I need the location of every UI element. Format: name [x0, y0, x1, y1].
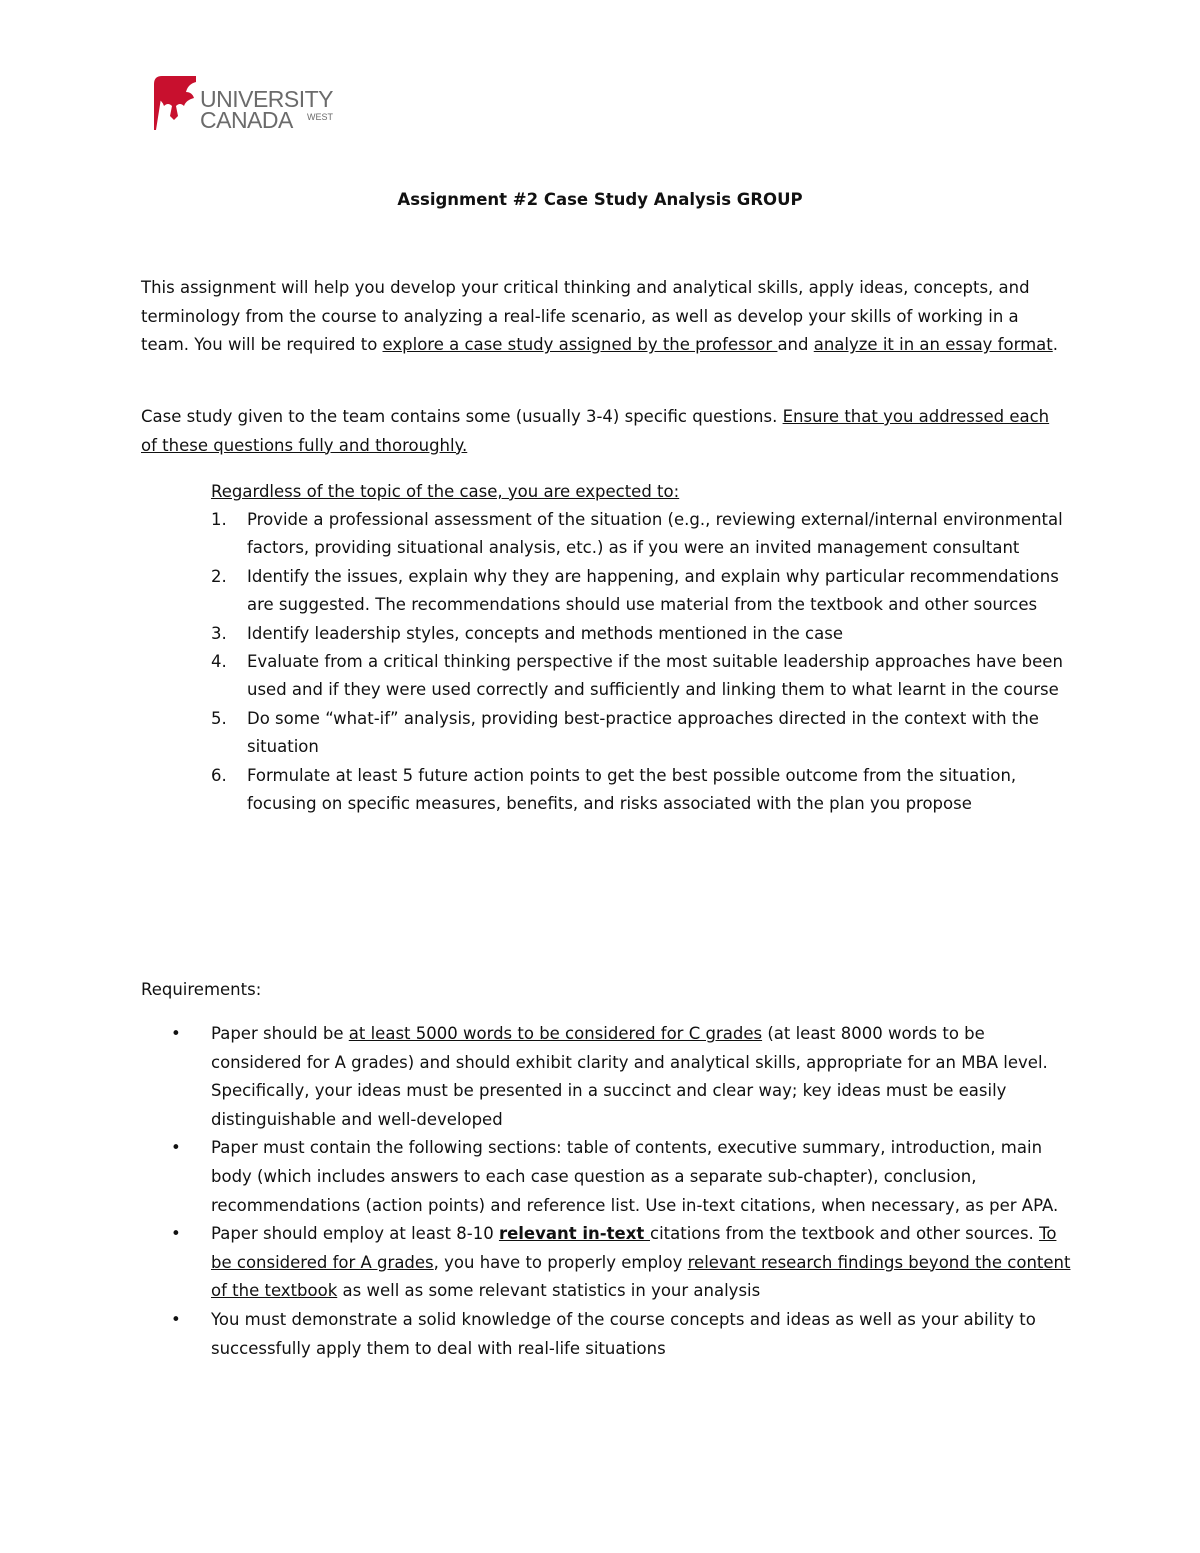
list-number: 5. [211, 708, 227, 728]
list-item [0, 648, 1077, 705]
list-number: 1. [211, 510, 227, 529]
list-number: 4. [211, 652, 227, 672]
list-item [0, 506, 1077, 563]
intro-mid: and [777, 335, 814, 355]
case-text: Case study given to the team contains some (usually 3-4) specific questions. [141, 407, 783, 426]
list-item [0, 1020, 1071, 1134]
bullet-icon: • [171, 1309, 181, 1329]
req1-post: (at least 8000 words to be considered for A grades) and should exhibit clarity and analytical skills, appropriate for an MBA level. Specifically, your ideas must be presented in a succinct and clear way; key ideas must be easily distinguishable and well-developed [211, 1024, 1048, 1129]
req3-underline-research: relevant research findings beyond the content of the textbook [211, 1252, 1071, 1301]
list-item [0, 1220, 1071, 1306]
req1-pre: Paper should be [211, 1024, 349, 1043]
list-text: Provide a professional assessment of the situation (e.g., reviewing external/internal environmental factors, providing situational analysis, etc.) as if you were an invited management consultant [247, 510, 1063, 558]
list-item [0, 1306, 1071, 1363]
list-number: 2. [211, 566, 227, 586]
req1-underline: at least 5000 words to be considered for C grades [348, 1024, 763, 1043]
req3-underline-a-grades: To be considered for A grades [211, 1224, 1057, 1272]
logo-text-west: WEST [307, 112, 333, 122]
case-paragraph [141, 403, 1066, 460]
list-text: Do some “what-if” analysis, providing best-practice approaches directed in the context with the situation [247, 708, 1039, 757]
expected-list [0, 506, 1200, 818]
list-text: Evaluate from a critical thinking perspective if the most suitable leadership approaches have been used and if they were used correctly and sufficiently and linking them to what learnt in the course [247, 652, 1063, 700]
list-item [0, 762, 1077, 819]
list-text: Identify the issues, explain why they are happening, and explain why particular recommendations are suggested. The recommendations should use material from the textbook and other sources [247, 566, 1059, 615]
document-title: Assignment #2 Case Study Analysis GROUP [397, 190, 803, 209]
intro-underline-analyze: analyze it in an essay format [813, 335, 1053, 355]
bullet-icon: • [171, 1138, 181, 1158]
intro-end: . [1052, 335, 1058, 355]
university-logo [150, 74, 350, 132]
req3-mid: citations from the textbook and other sources. [650, 1224, 1040, 1244]
list-text: Identify leadership styles, concepts and methods mentioned in the case [247, 623, 843, 643]
bullet-icon: • [171, 1224, 181, 1244]
list-item [0, 563, 1077, 620]
requirements-heading: Requirements: [141, 980, 262, 999]
bullet-icon: • [171, 1024, 181, 1043]
logo-text-canada: CANADA [200, 107, 293, 133]
intro-paragraph [141, 274, 1066, 360]
requirements-list [0, 1020, 1200, 1363]
list-item [0, 1134, 1071, 1220]
req2-text: Paper must contain the following sections: table of contents, executive summary, introduction, main body (which includes answers to each case question as a separate sub-chapter), conclusion, recommendations (action points) and reference list. Use in-text citations, when necessary, as per APA. [211, 1138, 1059, 1215]
list-item [0, 620, 1077, 648]
req3-post: as well as some relevant statistics in your analysis [337, 1281, 761, 1301]
req3-bold-underline: relevant in-text [498, 1224, 650, 1244]
list-number: 3. [211, 623, 227, 643]
req3-mid2: , you have to properly employ [433, 1252, 688, 1272]
logo-text-university: UNIVERSITY [200, 86, 334, 112]
case-underline-ensure: Ensure that you addressed each of these questions fully and thoroughly. [141, 407, 1050, 455]
req3-pre: Paper should employ at least 8-10 [211, 1224, 499, 1244]
list-item [0, 705, 1077, 762]
intro-underline-explore: explore a case study assigned by the professor [382, 335, 778, 355]
expected-heading: Regardless of the topic of the case, you are expected to: [211, 482, 680, 501]
req4-text: You must demonstrate a solid knowledge of the course concepts and ideas as well as your ability to successfully apply them to deal with real-life situations [211, 1309, 1036, 1358]
list-text: Formulate at least 5 future action points to get the best possible outcome from the situation, focusing on specific measures, benefits, and risks associated with the plan you propose [247, 765, 1017, 814]
maple-leaf-icon [150, 74, 198, 132]
list-number: 6. [211, 765, 227, 785]
intro-text: This assignment will help you develop your critical thinking and analytical skills, apply ideas, concepts, and terminology from the course to analyzing a real-life scenario, as well as develop your skills of working in a team. You will be required to [141, 278, 1030, 355]
